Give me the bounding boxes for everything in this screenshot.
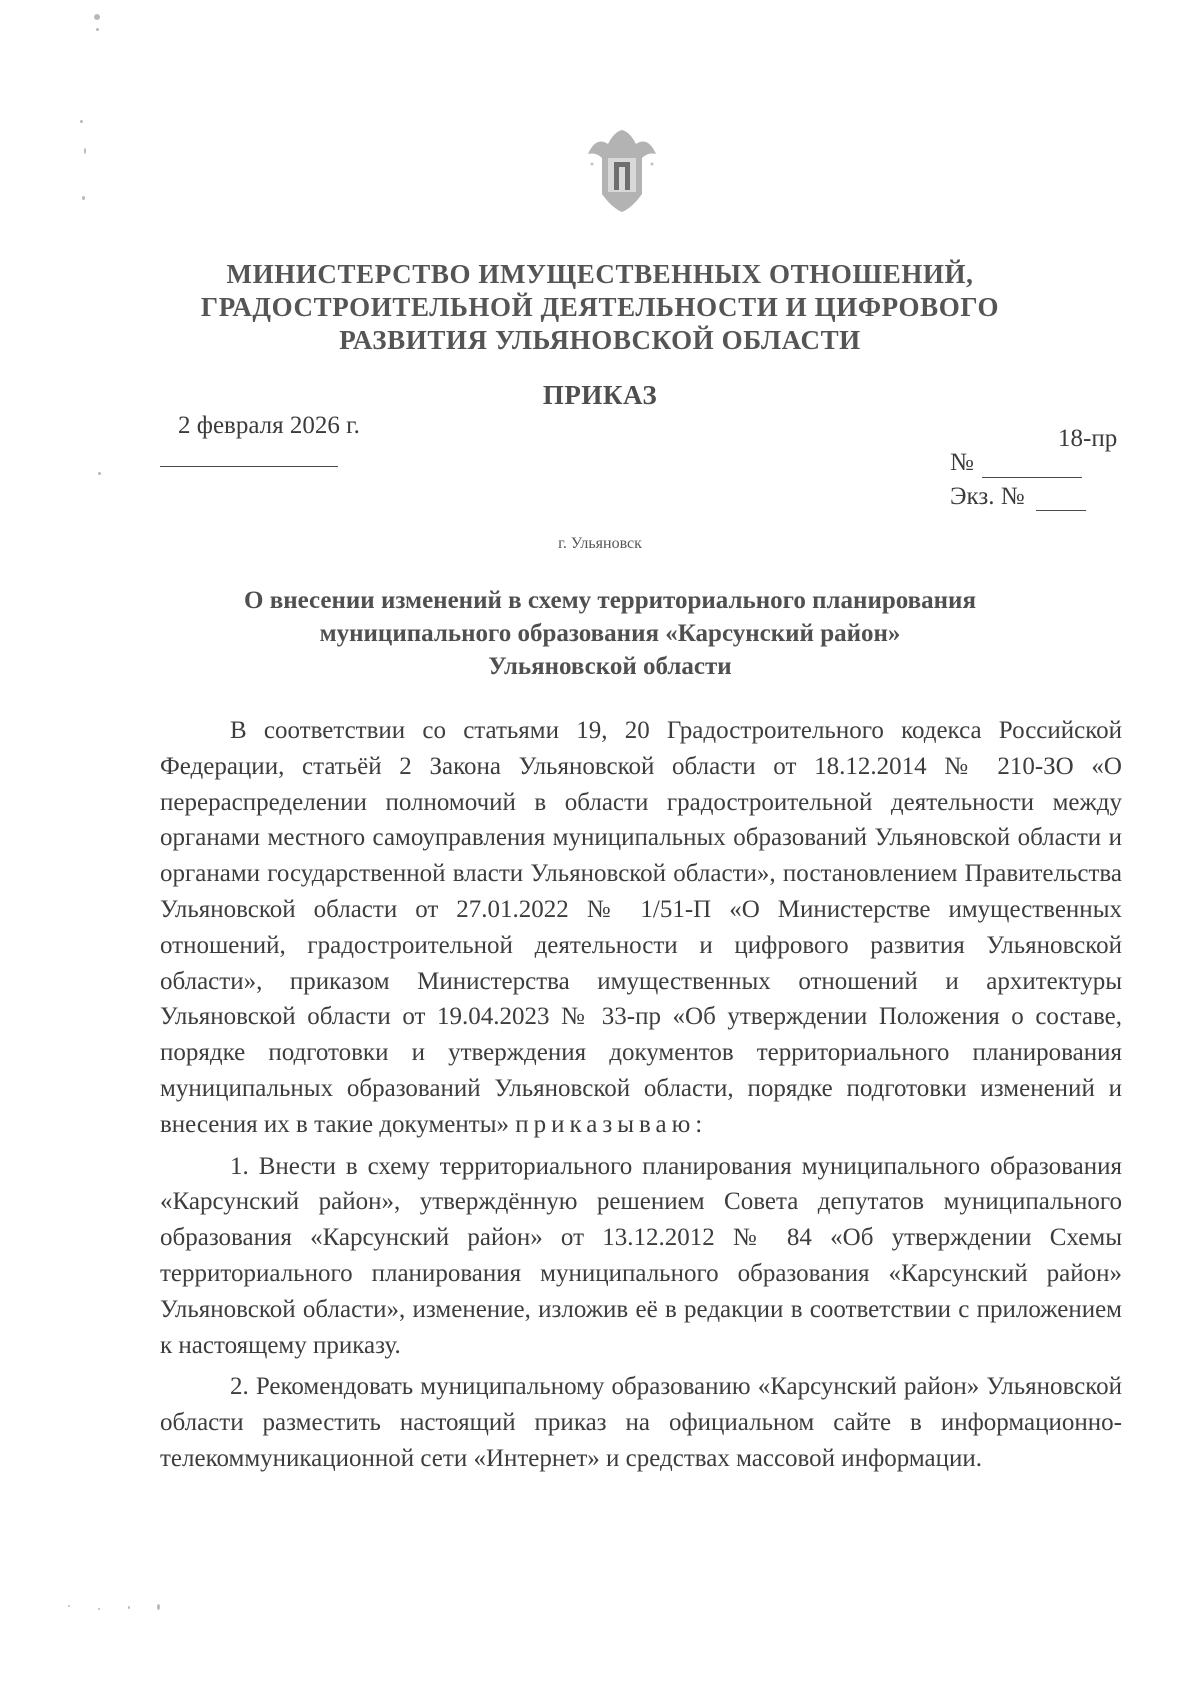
scan-speck [157, 1604, 160, 1610]
ministry-name-line: МИНИСТЕРСТВО ИМУЩЕСТВЕННЫХ ОТНОШЕНИЙ, [226, 259, 974, 289]
order-number-label: № [950, 449, 974, 476]
order-body [160, 713, 1122, 1477]
preamble-paragraph [160, 713, 1122, 1143]
date-underline [160, 466, 338, 467]
scan-speck [98, 1608, 100, 1610]
copy-number-underline [1036, 510, 1086, 511]
scan-speck [96, 28, 99, 31]
ministry-name-line: ГРАДОСТРОИТЕЛЬНОЙ ДЕЯТЕЛЬНОСТИ И ЦИФРОВОГО [200, 292, 1000, 322]
scan-speck [82, 196, 85, 200]
ministry-name-line: РАЗВИТИЯ УЛЬЯНОВСКОЙ ОБЛАСТИ [339, 325, 861, 355]
scan-speck [80, 120, 83, 123]
order-word: приказываю: [515, 1110, 708, 1138]
scan-speck [68, 1605, 70, 1607]
order-subject [160, 584, 1060, 683]
subject-line: Ульяновской области [488, 653, 732, 680]
scan-speck [84, 148, 86, 154]
issue-city: г. Ульяновск [558, 535, 642, 552]
subject-line: О внесении изменений в схему территориального планирования [244, 587, 976, 614]
order-number: 18-пр [1058, 425, 1118, 452]
scan-speck [128, 1606, 130, 1609]
document-type-title: ПРИКАЗ [542, 380, 658, 410]
copy-number-label: Экз. № [950, 483, 1025, 510]
ministry-name [150, 258, 1050, 357]
subject-line: муниципального образования «Карсунский район» [319, 620, 901, 647]
order-item-2: 2. Рекомендовать муниципальному образованию «Карсунский район» Ульяновской области разместить настоящий приказ на официальном сайте в информационно-телекоммуникационной сети «Интернет» и средствах массовой информации. [160, 1373, 1122, 1472]
order-number-underline [982, 477, 1082, 478]
preamble-text: В соответствии со статьями 19, 20 Градостроительного кодекса Российской Федерации, статьёй 2 Закона Ульяновской области от 18.12.2014 № 210-ЗО «О перераспределении полномочий в области градостроительной деятельности между органами местного самоуправления муниципальных образований Ульяновской области и органами государственной власти Ульяновской области», постановлением Правительства Ульяновской области от 27.01.2022 № 1/51-П «О Министерстве имущественных отношений, градостроительной деятельности и цифрового развития Ульяновской области», приказом Министерства имущественных отношений и архитектуры Ульяновской области от 19.04.2023 № 33-пр «Об утверждении Положения о составе, порядке подготовки и утверждения документов территориального планирования муниципальных образований Ульяновской области, порядке подготовки изменений и внесения их в такие документы» [160, 717, 1122, 1138]
scan-speck [94, 14, 100, 20]
scan-speck [98, 472, 101, 475]
order-date: 2 февраля 2026 г. [178, 412, 360, 439]
order-number-block [950, 425, 1120, 510]
order-item-1: 1. Внести в схему территориального планирования муниципального образования «Карсунский район», утверждённую решением Совета депутатов муниципального образования «Карсунский район» от 13.12.2012 № 84 «Об утверждении Схемы территориального планирования муниципального образования «Карсунский район» Ульяновской области», изменение, изложив её в редакции в соответствии с приложением к настоящему приказу. [160, 1152, 1122, 1359]
coat-of-arms-icon [578, 124, 666, 216]
